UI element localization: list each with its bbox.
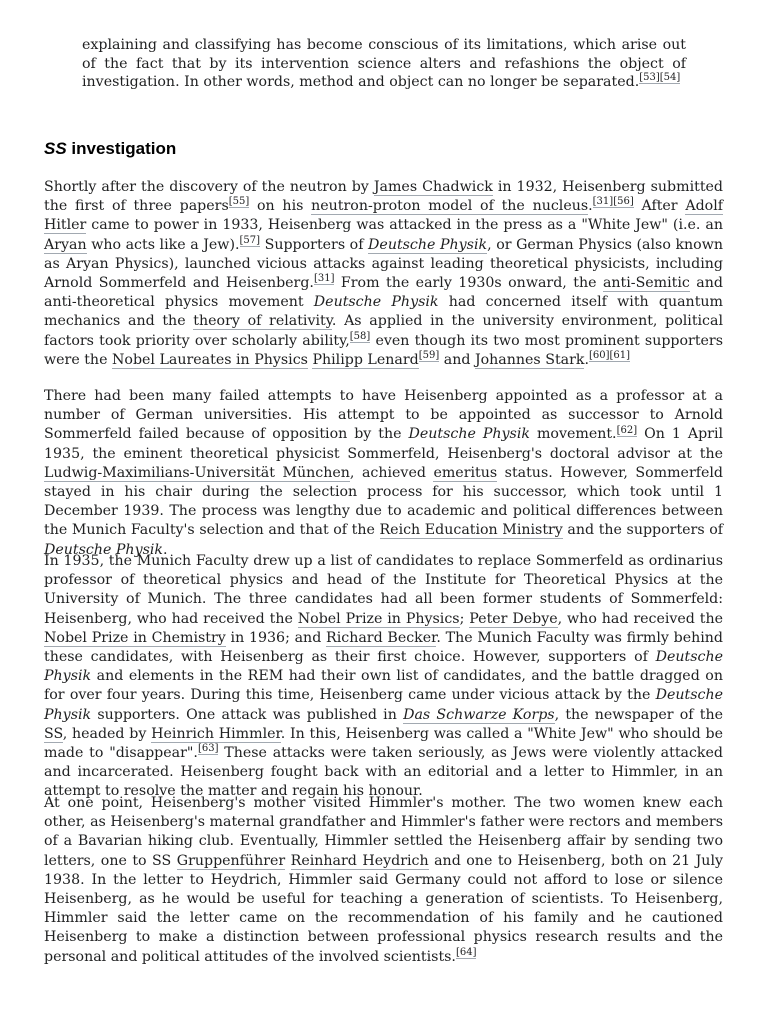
reference-link[interactable]: [62] <box>616 424 638 436</box>
reference-link[interactable]: [57] <box>239 234 261 246</box>
text: These attacks were taken seriously, as Jews were violently attacked and incarcerated. Heisenberg fought back with an editorial and a letter to Himmler, in an attempt to resolve the matter and regain his honour. <box>44 745 724 800</box>
reference-link[interactable]: [31] <box>313 273 335 285</box>
text: , the newspaper of the <box>554 706 723 723</box>
text: From the early 1930s onward, the <box>334 275 603 292</box>
text: ; <box>459 610 470 627</box>
paragraph-3 <box>44 552 723 802</box>
link-nobel-prize-physics[interactable]: Nobel Prize in Physics <box>297 610 460 627</box>
link-nobel-prize-chemistry[interactable]: Nobel Prize in Chemistry <box>44 629 226 646</box>
link-richard-becker[interactable]: Richard Becker <box>326 629 437 646</box>
italic-text: Deutsche Physik <box>408 426 530 443</box>
reference-link[interactable]: [64] <box>455 946 477 958</box>
italic-text: Deutsche Physik <box>313 294 439 311</box>
reference-link[interactable]: [55] <box>228 196 250 208</box>
link-text: Das Schwarze Korps <box>403 706 555 723</box>
reference-link[interactable]: [60] <box>589 350 610 362</box>
link-anti-semitic[interactable]: anti-Semitic <box>602 275 690 292</box>
reference-59[interactable] <box>419 350 440 362</box>
reference-62[interactable] <box>617 425 638 437</box>
text: . In this, Heisenberg was called a "White Jew" who should be made to "disappear". <box>44 725 723 762</box>
link-aryan[interactable]: Aryan <box>44 236 87 253</box>
link-adolf-hitler[interactable]: Adolf Hitler <box>44 198 724 234</box>
reference-link[interactable]: [59] <box>418 350 440 362</box>
text: came to power in 1933, Heisenberg was attacked in the press as a "White Jew" (i.e. an <box>86 217 723 234</box>
italic-text: Deutsche Physik <box>44 649 723 685</box>
text: and elements in the REM had their own list of candidates, and the battle dragged on for over four years. During this time, Heisenberg came under vicious attack by the <box>44 668 723 704</box>
text: had concerned itself with quantum mechanics and the <box>44 294 723 330</box>
reference-31[interactable] <box>593 196 614 208</box>
link-johannes-stark[interactable]: Johannes Stark <box>474 351 585 368</box>
text: who acts like a Jew). <box>86 236 240 253</box>
reference-54[interactable] <box>660 72 681 84</box>
text: supporters. One attack was published in <box>91 706 404 723</box>
section-heading-italic: SS <box>44 139 67 158</box>
link-deutsche-physik[interactable] <box>368 237 487 254</box>
link-neutron-proton-model[interactable]: neutron-proton model of the nucleus <box>311 198 589 215</box>
reference-61[interactable] <box>610 350 631 362</box>
link-reinhard-heydrich[interactable]: Reinhard Heydrich <box>290 852 429 869</box>
reference-60[interactable] <box>589 350 610 362</box>
link-philipp-lenard[interactable]: Philipp Lenard <box>312 351 419 368</box>
link-heinrich-himmler[interactable]: Heinrich Himmler <box>151 725 281 742</box>
reference-31[interactable] <box>314 273 335 285</box>
text: , achieved <box>349 464 434 481</box>
link-nobel-laureates-physics[interactable]: Nobel Laureates in Physics <box>111 351 308 368</box>
link-ss[interactable]: SS <box>44 725 63 742</box>
reference-64[interactable] <box>456 947 477 959</box>
text: . <box>584 351 589 368</box>
section-heading <box>44 139 176 159</box>
text: After <box>633 198 686 215</box>
reference-58[interactable] <box>350 331 371 343</box>
reference-link[interactable]: [61] <box>609 350 631 362</box>
text <box>285 853 290 869</box>
link-das-schwarze-korps[interactable] <box>403 707 555 724</box>
reference-63[interactable] <box>198 743 219 755</box>
reference-link[interactable]: [56] <box>613 196 634 208</box>
paragraph-4 <box>44 794 723 967</box>
section-heading-rest: investigation <box>66 139 177 158</box>
reference-55[interactable] <box>229 196 250 208</box>
quote-text: explaining and classifying has become conscious of its limitations, which arise out of the fact that by its intervention science alters and refashions the object of investigation. In other words, method and object can no longer be separated. <box>82 37 686 90</box>
text: on his <box>249 198 312 215</box>
text: , or German Physics (also known as Aryan Physics), launched vicious attacks against leading theoretical physicists, including Arnold Sommerfeld and Heisenberg. <box>44 236 724 292</box>
reference-56[interactable] <box>613 196 634 208</box>
text: even though its two most prominent supporters were the <box>44 332 723 368</box>
link-text: Deutsche Physik <box>368 236 488 253</box>
link-gruppenfuhrer[interactable]: Gruppenführer <box>176 852 286 869</box>
text: , headed by <box>62 725 152 742</box>
text: in 1936; and <box>225 629 327 646</box>
text: . <box>588 198 593 215</box>
text: and the supporters of <box>562 522 724 539</box>
text: , who had received the <box>557 610 724 627</box>
text: movement. <box>529 426 617 443</box>
link-theory-of-relativity[interactable]: theory of relativity <box>193 313 332 330</box>
italic-text: Deutsche Physik <box>44 541 163 558</box>
reference-57[interactable] <box>240 235 261 247</box>
text: and one to Heisenberg, both on 21 July 1938. In the letter to Heydrich, Himmler said Germany could not afford to lose or silence Heisenberg, as he would be useful for teaching a generation of scientists. To Heisenberg, Himmler said the letter came on the recommendation of his family and he cautioned Heisenberg to make a distinction between professional physics research results and the personal and political attitudes of the involved scientists. <box>44 852 723 965</box>
text: . As applied in the university environment, political factors took priority over scholarly ability, <box>44 313 723 349</box>
text: On 1 April 1935, the eminent theoretical physicist Sommerfeld, Heisenberg's doctoral advisor at the <box>44 426 724 462</box>
reference-53[interactable] <box>639 72 660 84</box>
text: and anti-theoretical physics movement <box>44 275 723 311</box>
link-peter-debye[interactable]: Peter Debye <box>469 610 558 627</box>
reference-link[interactable]: [54] <box>659 72 681 84</box>
text: in 1932, Heisenberg submitted the first of three papers <box>44 179 724 215</box>
text: . <box>163 541 168 558</box>
reference-link[interactable]: [53] <box>639 72 660 84</box>
link-emeritus[interactable]: emeritus <box>433 464 498 481</box>
text: status. However, Sommerfeld stayed in his chair during the selection process for his successor, which took until 1 December 1939. The process was lengthy due to academic and political differences between the Munich Faculty's selection and that of the <box>44 464 723 539</box>
text: and <box>439 351 475 368</box>
paragraph-2 <box>44 387 723 560</box>
link-james-chadwick[interactable]: James Chadwick <box>373 179 493 195</box>
reference-link[interactable]: [58] <box>349 330 371 342</box>
text: Supporters of <box>260 236 369 253</box>
link-lmu-munich[interactable]: Ludwig-Maximilians-Universität München <box>44 464 350 481</box>
paragraph-1 <box>44 178 723 370</box>
text: Shortly after the discovery of the neutron by <box>44 179 374 195</box>
text: At one point, Heisenberg's mother visited Himmler's mother. The two women knew each other, as Heisenberg's maternal grandfather and Himmler's father were rectors and members of a Bavarian hiking club. Eventually, Himmler settled the Heisenberg affair by sending two letters, one to SS <box>44 795 723 869</box>
text: . The Munich Faculty was firmly behind these candidates, with Heisenberg as their first choice. However, supporters of <box>44 629 723 666</box>
italic-text: Deutsche Physik <box>44 687 723 723</box>
block-quote <box>82 36 686 92</box>
text: There had been many failed attempts to have Heisenberg appointed as a professor at a number of German universities. His attempt to be appointed as successor to Arnold Sommerfeld failed because of opposition by the <box>44 388 723 443</box>
reference-link[interactable]: [31] <box>592 196 614 208</box>
text: In 1935, the Munich Faculty drew up a list of candidates to replace Sommerfeld as ordinarius professor of theoretical physics and head of the Institute for Theoretical Physics at the University of Munich. The three candidates had all been former students of Sommerfeld: Heisenberg, who had received the <box>44 553 723 627</box>
reference-link[interactable]: [63] <box>197 743 219 755</box>
link-reich-education-ministry[interactable]: Reich Education Ministry <box>379 522 563 539</box>
